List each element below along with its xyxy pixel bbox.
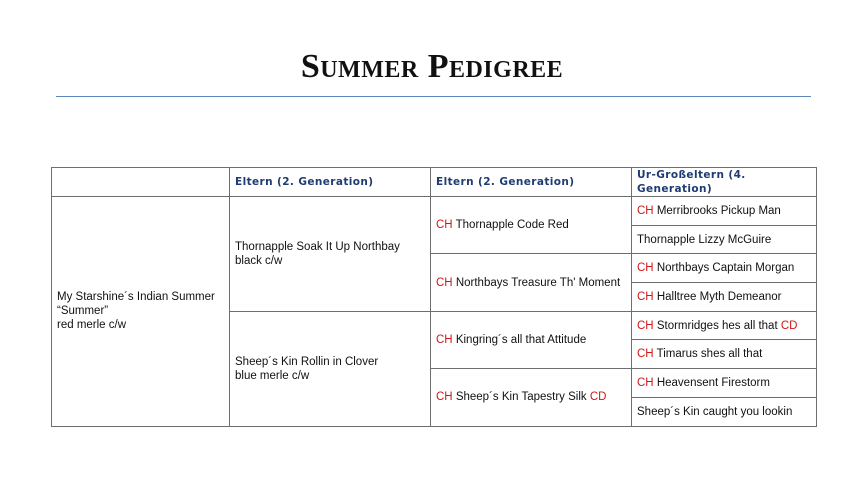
title-divider [56, 96, 811, 97]
great-grandparent-cell [632, 369, 817, 398]
sire-color: black c/w [235, 254, 283, 267]
subject-call-name: “Summer” [57, 305, 109, 318]
grandparent-cell [431, 369, 632, 426]
great-grandparent-name: Timarus shes all that [656, 348, 763, 361]
page-title: Summer Pedigree [300, 48, 564, 85]
great-grandparent-name: Heavensent Firestorm [656, 376, 770, 389]
title-prefix: CH [637, 204, 654, 217]
title-prefix: CH [637, 348, 654, 361]
subject-cell [52, 197, 230, 427]
title-prefix: CH [436, 219, 453, 232]
table-row [52, 197, 817, 226]
header-parents: Eltern (2. Generation) [230, 168, 431, 197]
great-grandparent-cell [632, 225, 817, 254]
header-row [52, 168, 817, 197]
great-grandparent-name: Halltree Myth Demeanor [656, 290, 782, 303]
great-grandparent-name: Thornapple Lizzy McGuire [637, 233, 772, 246]
sire-cell [230, 197, 431, 312]
title-prefix: CH [637, 376, 654, 389]
dam-name: Sheep´s Kin Rollin in Clover [235, 355, 379, 368]
title-prefix: CH [436, 276, 453, 289]
grandparent-name: Sheep´s Kin Tapestry Silk [455, 391, 587, 404]
dam-color: blue merle c/w [235, 369, 310, 382]
title-prefix: CH [637, 290, 654, 303]
title-suffix: CD [589, 391, 607, 404]
great-grandparent-name: Northbays Captain Morgan [656, 262, 795, 275]
great-grandparent-cell [632, 283, 817, 312]
sire-name: Thornapple Soak It Up Northbay [235, 240, 400, 253]
header-blank [52, 168, 230, 197]
grandparent-cell [431, 197, 632, 254]
great-grandparent-name: Stormridges hes all that [656, 319, 778, 332]
great-grandparent-cell [632, 311, 817, 340]
pedigree-table [51, 167, 817, 427]
title-prefix: CH [637, 262, 654, 275]
grandparent-name: Thornapple Code Red [455, 219, 569, 232]
great-grandparent-cell [632, 197, 817, 226]
grandparent-name: Northbays Treasure Th' Moment [455, 276, 621, 289]
title-prefix: CH [436, 333, 453, 346]
subject-name: My Starshine´s Indian Summer [57, 291, 215, 304]
header-grandparents: Eltern (2. Generation) [431, 168, 632, 197]
header-great-grandparents: Ur-Großeltern (4. Generation) [632, 168, 817, 197]
great-grandparent-cell [632, 340, 817, 369]
grandparent-cell [431, 254, 632, 311]
grandparent-name: Kingring´s all that Attitude [455, 333, 587, 346]
grandparent-cell [431, 311, 632, 368]
great-grandparent-name: Sheep´s Kin caught you lookin [637, 405, 793, 418]
title-prefix: CH [436, 391, 453, 404]
title-suffix: CD [780, 319, 798, 332]
great-grandparent-cell [632, 254, 817, 283]
great-grandparent-cell [632, 397, 817, 426]
subject-color: red merle c/w [57, 319, 127, 332]
great-grandparent-name: Merribrooks Pickup Man [656, 204, 781, 217]
title-prefix: CH [637, 319, 654, 332]
dam-cell [230, 311, 431, 426]
